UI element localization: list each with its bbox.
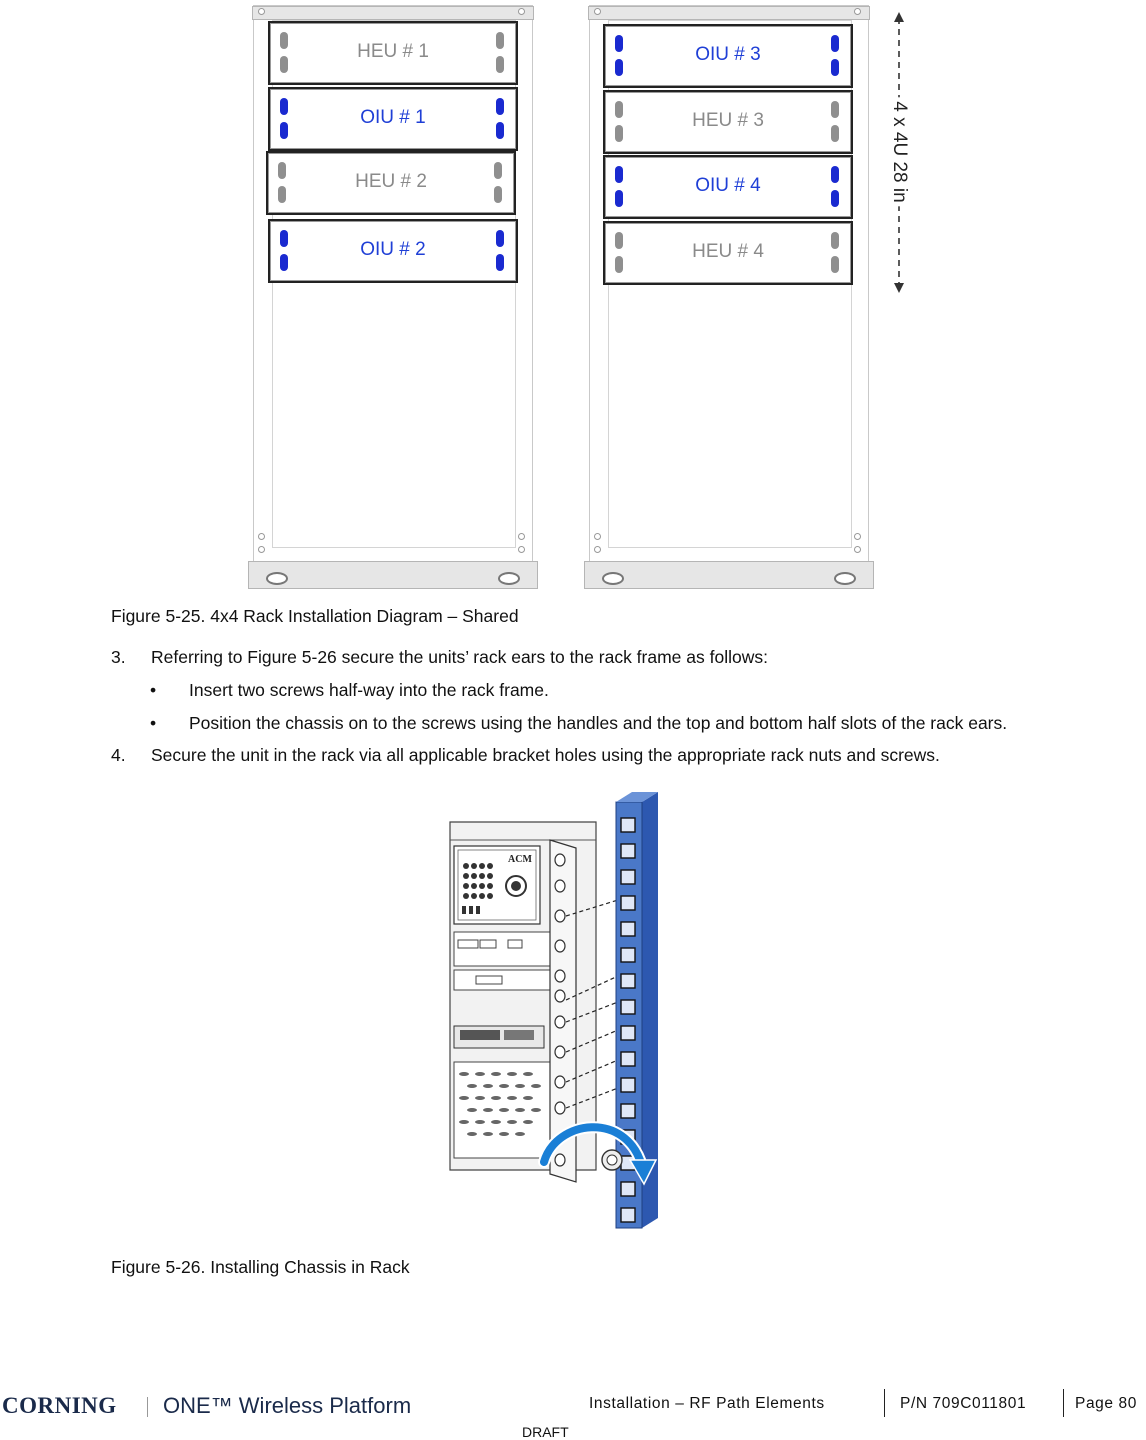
right-rack-foot-right (834, 572, 856, 585)
footer-separator (884, 1389, 885, 1417)
rack-hole (854, 8, 861, 15)
corning-logo: CORNING (2, 1393, 117, 1418)
screw-icon (602, 1150, 622, 1170)
dimension-label: 4 x 4U 28 in (888, 97, 910, 206)
rack-hole (258, 546, 265, 553)
rack-hole (594, 546, 601, 553)
step-3-text: Referring to Figure 5-26 secure the units’ rack ears to the rack frame as follows: (151, 647, 768, 667)
bullet-icon: • (150, 713, 157, 733)
step-3-number: 3. (111, 647, 126, 667)
figure-chassis-install (446, 790, 670, 1240)
bullet-icon: • (150, 680, 157, 700)
rack-hole (518, 546, 525, 553)
figure-26-caption: Figure 5-26. Installing Chassis in Rack (111, 1257, 410, 1277)
step-4-text: Secure the unit in the rack via all applicable bracket holes using the appropriate rack nuts and screws. (151, 745, 940, 765)
draft-watermark: DRAFT (522, 1424, 569, 1440)
unit-label: OIU # 4 (695, 175, 761, 196)
acm-label: ACM (508, 854, 532, 865)
footer-part-number: P/N 709C011801 (900, 1395, 1027, 1412)
right-rack-top-bar (588, 6, 870, 20)
rack-hole (854, 533, 861, 540)
rack-unit-heu-3 (603, 90, 853, 154)
footer-section: Installation – RF Path Elements (589, 1395, 825, 1412)
unit-label: HEU # 1 (357, 41, 429, 62)
rack-hole (258, 533, 265, 540)
unit-label: HEU # 2 (355, 171, 427, 192)
unit-label: HEU # 3 (692, 110, 764, 131)
rack-hole (854, 546, 861, 553)
rack-hole (258, 8, 265, 15)
rack-unit-heu-4 (603, 221, 853, 285)
right-rack-bottom-bar (584, 561, 874, 589)
rack-unit-heu-1 (268, 21, 518, 85)
unit-label: OIU # 2 (360, 239, 426, 260)
left-rack-top-bar (252, 6, 534, 20)
right-rack-foot-left (602, 572, 624, 585)
rack-unit-oiu-3 (603, 24, 853, 88)
left-rack-foot-left (266, 572, 288, 585)
rack-hole (594, 533, 601, 540)
logo-divider (147, 1397, 148, 1417)
footer-separator (1063, 1389, 1064, 1417)
left-rack-foot-right (498, 572, 520, 585)
product-logo: ONE™ Wireless Platform (163, 1393, 412, 1418)
rack-unit-oiu-4 (603, 155, 853, 219)
left-rack-bottom-bar (248, 561, 538, 589)
unit-label: OIU # 1 (360, 107, 426, 128)
rack-unit-heu-2 (266, 151, 516, 215)
rack-hole (518, 533, 525, 540)
bullet-2-text: Position the chassis on to the screws using the handles and the top and bottom half slots of the rack ears. (189, 713, 1008, 733)
rack-hole (594, 8, 601, 15)
figure-25-caption: Figure 5-25. 4x4 Rack Installation Diagram – Shared (111, 606, 519, 626)
bullet-1-text: Insert two screws half-way into the rack frame. (189, 680, 549, 700)
step-4-number: 4. (111, 745, 126, 765)
unit-label: OIU # 3 (695, 44, 761, 65)
footer-page-number: Page 80 (1075, 1395, 1137, 1412)
rack-hole (518, 8, 525, 15)
rack-unit-oiu-2 (268, 219, 518, 283)
unit-label: HEU # 4 (692, 241, 764, 262)
rack-unit-oiu-1 (268, 87, 518, 151)
